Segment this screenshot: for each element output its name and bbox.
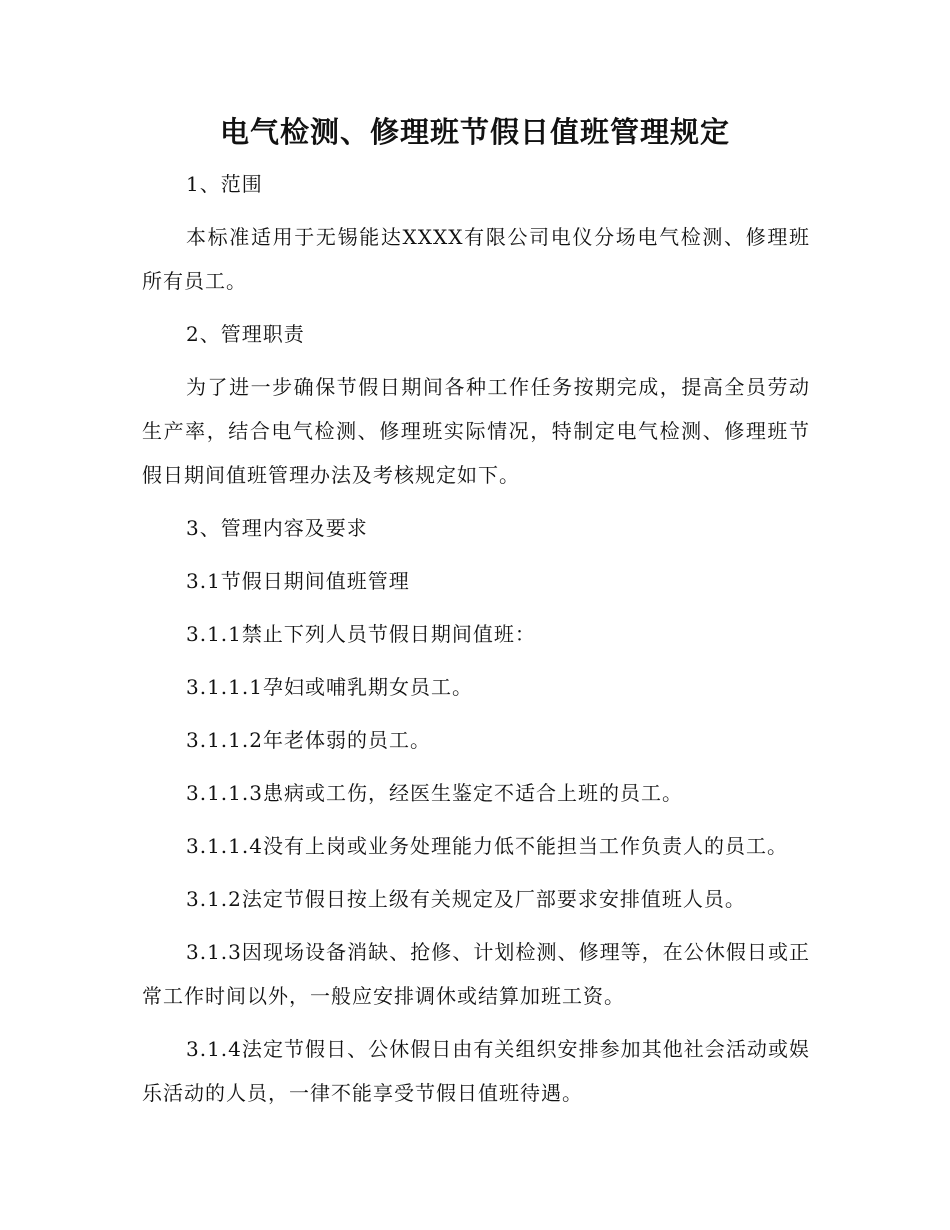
paragraph-scope: 本标准适用于无锡能达XXXX有限公司电仪分场电气检测、修理班所有员工。	[142, 225, 810, 293]
clause-3-1-1-1: 3.1.1.1孕妇或哺乳期女员工。	[186, 675, 473, 699]
clause-3-1-3: 3.1.3因现场设备消缺、抢修、计划检测、修理等，在公休假日或正常工作时间以外，一般应安排调休或结算加班工资。	[142, 940, 810, 1008]
document-title: 电气检测、修理班节假日值班管理规定	[219, 115, 730, 149]
section-heading-responsibilities: 2、管理职责	[186, 322, 305, 346]
clause-3-1-1-2: 3.1.1.2年老体弱的员工。	[186, 728, 431, 752]
clause-3-1-4: 3.1.4法定节假日、公休假日由有关组织安排参加其他社会活动或娱乐活动的人员，一律不能享受节假日值班待遇。	[142, 1037, 810, 1105]
clause-3-1-1-4: 3.1.1.4没有上岗或业务处理能力低不能担当工作负责人的员工。	[186, 834, 788, 858]
clause-3-1-1: 3.1.1禁止下列人员节假日期间值班：	[186, 622, 536, 646]
paragraph-responsibilities: 为了进一步确保节假日期间各种工作任务按期完成，提高全员劳动生产率，结合电气检测、修理班实际情况，特制定电气检测、修理班节假日期间值班管理办法及考核规定如下。	[142, 375, 810, 487]
section-heading-requirements: 3、管理内容及要求	[186, 516, 368, 540]
document-body	[142, 162, 810, 1124]
clause-3-1: 3.1节假日期间值班管理	[186, 569, 410, 593]
section-heading-scope: 1、范围	[186, 172, 263, 196]
clause-3-1-1-3: 3.1.1.3患病或工伤，经医生鉴定不适合上班的员工。	[186, 781, 683, 805]
clause-3-1-2: 3.1.2法定节假日按上级有关规定及厂部要求安排值班人员。	[186, 887, 746, 911]
